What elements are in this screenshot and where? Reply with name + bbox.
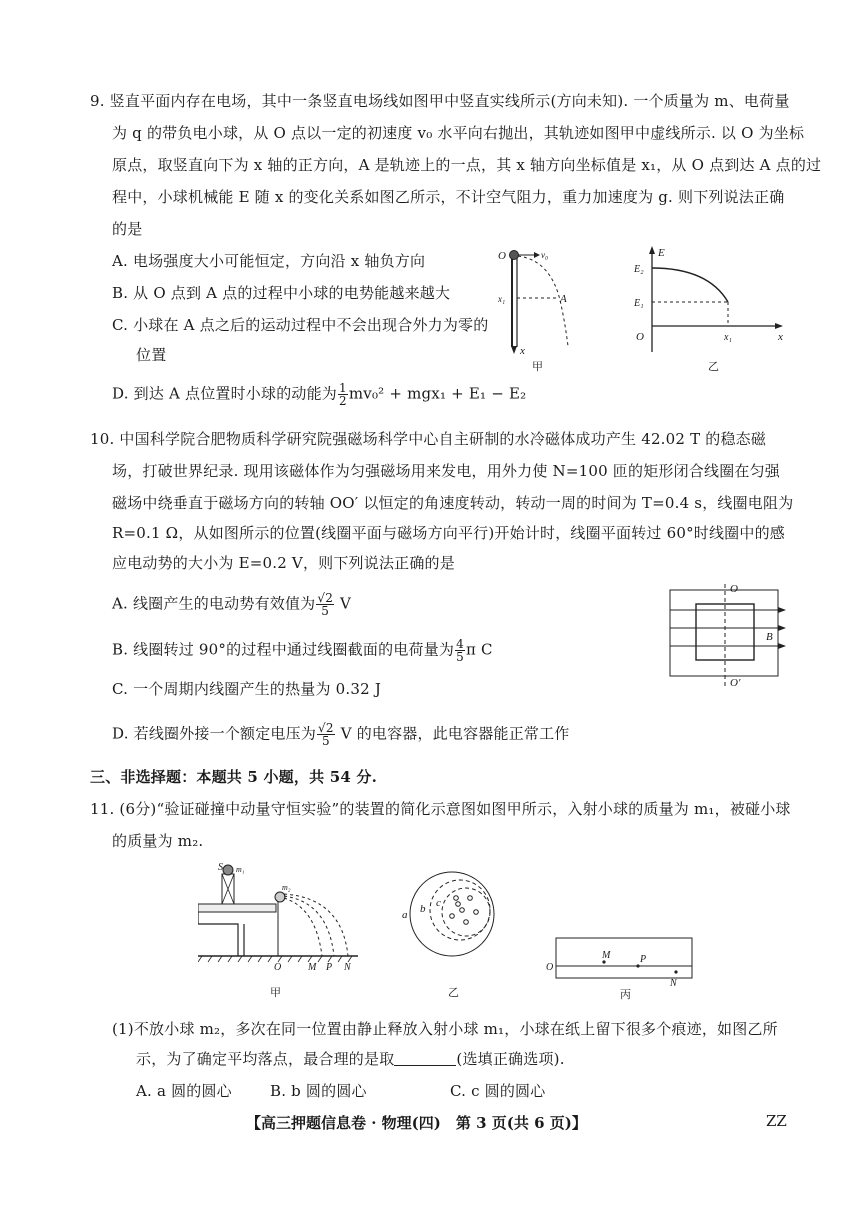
- label-x: x: [778, 331, 783, 343]
- q10-option-c: C. 一个周期内线圈产生的热量为 0.32 J: [112, 680, 382, 698]
- ball-m2: [275, 892, 285, 902]
- label-c: c: [436, 897, 441, 909]
- q9-figure-yi: [628, 242, 788, 374]
- label-s: S: [218, 862, 223, 873]
- q10-option-d: [112, 722, 570, 747]
- label-p: P: [326, 962, 333, 973]
- paper-strip: [556, 938, 692, 978]
- q11-option-b: B. b 圆的圆心: [270, 1082, 367, 1100]
- energy-curve: [652, 268, 728, 302]
- q10-option-b-prefix: B. 线圈转过 90°的过程中通过线圈截面的电荷量为: [112, 640, 455, 659]
- q10-line-5: 应电动势的大小为 E=0.2 V，则下列说法正确的是: [112, 554, 455, 572]
- label-o: O: [546, 962, 554, 973]
- q9-option-c-line2: 位置: [136, 346, 167, 364]
- q10-line-1: 10. 中国科学院合肥物质科学研究院强磁场科学中心自主研制的水冷磁体成功产生 42.02 T 的稳态磁: [90, 430, 767, 448]
- caption-bing: 丙: [620, 989, 631, 1001]
- label-x1: x₁: [498, 294, 506, 304]
- label-n: N: [670, 978, 677, 989]
- x-axis-arrow: [775, 323, 783, 329]
- q11-sub1-line-2: [136, 1048, 565, 1070]
- q10-option-b-fraction: [455, 638, 465, 663]
- fraction-numerator: √2: [317, 591, 334, 605]
- q9-option-a: A. 电场强度大小可能恒定，方向沿 x 轴负方向: [112, 252, 426, 270]
- q10-line-2: 场，打破世界纪录. 现用该磁体作为匀强磁场用来发电，用外力使 N=100 匝的矩形闭合线圈在匀强: [112, 462, 780, 480]
- label-e1: E₁: [634, 298, 644, 309]
- label-x: x: [520, 345, 525, 357]
- label-m2: m₂: [282, 883, 291, 892]
- label-a: A: [560, 293, 567, 305]
- field-arrow-3: [778, 643, 786, 649]
- q10-option-b: [112, 638, 493, 663]
- caption-jia: 甲: [532, 361, 543, 373]
- q9-line-5: 的是: [112, 220, 143, 238]
- field-arrow-1: [778, 607, 786, 613]
- trajectory-m: [284, 898, 322, 956]
- circle-c: [442, 888, 490, 936]
- q9-line-2: 为 q 的带负电小球，从 O 点以一定的初速度 v₀ 水平向右抛出，其轨迹如图甲中虚线所示. 以 O 为坐标: [112, 124, 805, 142]
- q10-option-d-fraction: [317, 722, 335, 747]
- q10-option-d-suffix: V 的电容器，此电容器能正常工作: [340, 724, 570, 743]
- q11-line-1: 11. (6分)“验证碰撞中动量守恒实验”的装置的简化示意图如图甲所示，入射小球的质量为 m₁，被碰小球: [90, 800, 791, 818]
- q10-option-a-prefix: A. 线圈产生的电动势有效值为: [112, 594, 316, 613]
- fraction-denominator: 2: [339, 394, 347, 408]
- q11-option-c: C. c 圆的圆心: [450, 1082, 546, 1100]
- q10-line-4: R=0.1 Ω，从如图所示的位置(线圈平面与磁场方向平行)开始计时，线圈平面转过 60°时线圈中的感: [112, 524, 785, 542]
- label-o: O: [730, 583, 738, 595]
- q10-option-b-suffix: π C: [465, 640, 493, 659]
- caption-yi: 乙: [448, 987, 459, 999]
- q11-figure-bing: [540, 928, 700, 1002]
- section-heading: 三、非选择题：本题共 5 小题，共 54 分.: [90, 768, 378, 786]
- label-a: a: [402, 909, 408, 921]
- trajectory-n: [284, 894, 348, 956]
- q9-option-b: B. 从 O 点到 A 点的过程中小球的电势能越来越大: [112, 284, 451, 302]
- footer-code: ZZ: [766, 1112, 787, 1130]
- q11-figure-yi: [396, 862, 516, 1002]
- q11-option-a: A. a 圆的圆心: [136, 1082, 232, 1100]
- q9-figure-jia: [490, 242, 590, 374]
- fraction-denominator: 5: [456, 650, 464, 664]
- field-arrow-2: [778, 625, 786, 631]
- q11-sub1-prefix: 示，为了确定平均落点，最合理的是取: [136, 1050, 395, 1068]
- label-o: O: [498, 250, 506, 262]
- label-b: B: [766, 631, 773, 643]
- q11-sub1-suffix: (选填正确选项).: [456, 1050, 565, 1068]
- support: [198, 912, 244, 956]
- fraction-denominator: 5: [321, 604, 330, 618]
- caption-jia: 甲: [270, 987, 281, 999]
- q9-option-d-suffix: mv₀² + mgx₁ + E₁ − E₂: [348, 384, 527, 403]
- page-footer: 【高三押题信息卷 · 物理(四) 第 3 页(共 6 页)】: [246, 1114, 587, 1132]
- fraction-numerator: 4: [456, 637, 464, 651]
- label-p: P: [640, 954, 647, 965]
- q10-option-a-suffix: V: [340, 594, 352, 613]
- landing-marks: [450, 896, 479, 925]
- label-o: O: [274, 962, 282, 973]
- ball-m1: [223, 865, 233, 875]
- e-axis-arrow: [649, 246, 655, 254]
- q9-option-d-prefix: D. 到达 A 点位置时小球的动能为: [112, 384, 337, 403]
- point-n: [674, 970, 677, 973]
- trajectory-p: [284, 896, 334, 956]
- label-v0: v₀: [541, 250, 549, 260]
- label-b: b: [420, 903, 426, 915]
- q10-option-a-fraction: [316, 592, 334, 617]
- label-e: E: [658, 247, 665, 259]
- label-x1: x₁: [724, 332, 732, 343]
- q9-line-4: 程中，小球机械能 E 随 x 的变化关系如图乙所示，不计空气阻力，重力加速度为 g. 则下列说法正确: [112, 188, 785, 206]
- q10-figure-coil: [662, 580, 792, 692]
- answer-blank[interactable]: [394, 1049, 456, 1066]
- label-e2: E₂: [634, 264, 644, 275]
- track: [198, 904, 276, 912]
- velocity-arrowhead: [534, 252, 540, 258]
- q9-line-3: 原点，取竖直向下为 x 轴的正方向，A 是轨迹上的一点，其 x 轴方向坐标值是 x₁，从 O 点到达 A 点的过: [112, 156, 822, 174]
- q11-sub1-line-1: (1)不放小球 m₂，多次在同一位置由静止释放入射小球 m₁，小球在纸上留下很多个痕迹，如图乙所: [112, 1020, 778, 1038]
- field-region: [670, 590, 778, 676]
- q9-line-1: 9. 竖直平面内存在电场，其中一条竖直电场线如图甲中竖直实线所示(方向未知). 一个质量为 m、电荷量: [90, 92, 790, 110]
- q10-line-3: 磁场中绕垂直于磁场方向的转轴 OO′ 以恒定的角速度转动，转动一周的时间为 T=0.4 s，线圈电阻为: [112, 494, 794, 512]
- fraction-numerator: √2: [318, 721, 334, 735]
- q11-figure-jia: [198, 862, 368, 1002]
- q9-option-c-line1: C. 小球在 A 点之后的运动过程中不会出现合外力为零的: [112, 316, 489, 334]
- q10-option-a: [112, 592, 351, 617]
- q9-option-d: [112, 382, 526, 407]
- label-m: M: [602, 950, 611, 961]
- label-m: M: [308, 962, 317, 973]
- label-o-prime: O′: [730, 677, 741, 689]
- label-o: O: [636, 331, 644, 343]
- ball: [510, 251, 519, 260]
- x-axis-arrow: [511, 346, 517, 354]
- label-n: N: [344, 962, 351, 973]
- fraction-denominator: 5: [321, 734, 330, 748]
- label-m1: m₁: [236, 865, 245, 874]
- caption-yi: 乙: [708, 361, 719, 373]
- q11-line-2: 的质量为 m₂.: [112, 832, 204, 850]
- q9-option-d-fraction: [338, 382, 348, 407]
- fraction-numerator: 1: [339, 381, 347, 395]
- q10-option-d-prefix: D. 若线圈外接一个额定电压为: [112, 724, 317, 743]
